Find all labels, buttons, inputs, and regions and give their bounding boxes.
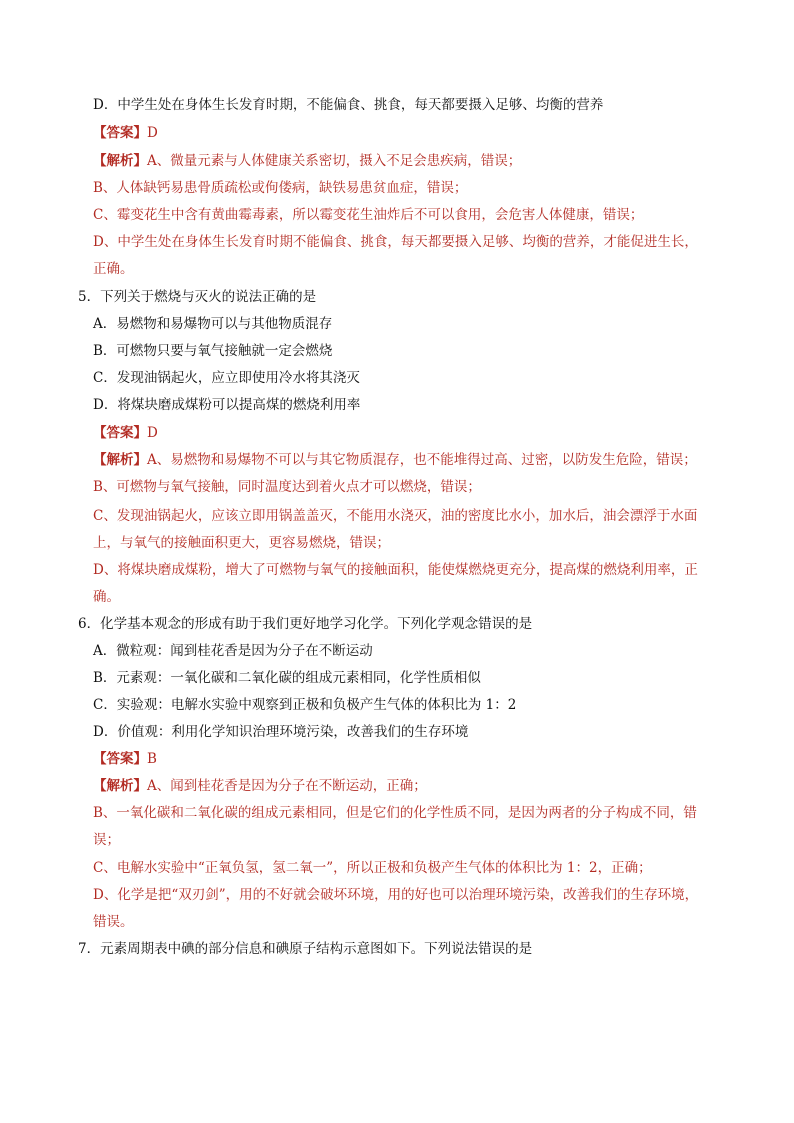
q4-analysis-line: 【解析】A、微量元素与人体健康关系密切，摄入不足会患疾病，错误； xyxy=(93,153,522,169)
q5-option-d: D．将煤块磨成煤粉可以提高煤的燃烧利用率 xyxy=(93,397,361,413)
q6-option-c: C．实验观：电解水实验中观察到正极和负极产生气体的体积比为 1：2 xyxy=(93,697,517,713)
answer-value: D xyxy=(147,125,158,141)
q6-analysis-line: D、化学是把“双刃剑”，用的不好就会破坏环境，用的好也可以治理环境污染，改善我们的生存环境， xyxy=(93,887,699,903)
q5-analysis-line: 确。 xyxy=(93,589,120,605)
analysis-tag: 【解析】 xyxy=(93,452,147,468)
q5-option-c: C．发现油锅起火，应立即使用冷水将其浇灭 xyxy=(93,370,360,386)
q7-stem: 7．元素周期表中碘的部分信息和碘原子结构示意图如下。下列说法错误的是 xyxy=(78,941,533,957)
q5-option-b: B．可燃物只要与氧气接触就一定会燃烧 xyxy=(93,343,333,359)
q4-analysis-line: D、中学生处在身体生长发育时期不能偏食、挑食，每天都要摄入足够、均衡的营养，才能促进生长， xyxy=(93,234,698,250)
q6-option-b: B．元素观：一氧化碳和二氧化碳的组成元素相同，化学性质相似 xyxy=(93,670,481,686)
q4-analysis-line: 正确。 xyxy=(93,261,134,277)
q6-analysis-line: 【解析】A、闻到桂花香是因为分子在不断运动，正确； xyxy=(93,778,427,794)
answer-value: D xyxy=(147,425,158,441)
q5-analysis-line: 上，与氧气的接触面积更大，更容易燃烧，错误； xyxy=(93,535,390,551)
answer-tag: 【答案】 xyxy=(93,425,147,441)
q6-stem: 6．化学基本观念的形成有助于我们更好地学习化学。下列化学观念错误的是 xyxy=(78,616,533,632)
q6-analysis-line: B、一氧化碳和二氧化碳的组成元素相同，但是它们的化学性质不同，是因为两者的分子构成不同，错 xyxy=(93,805,697,821)
q5-analysis-line: B、可燃物与氧气接触，同时温度达到着火点才可以燃烧，错误； xyxy=(93,479,481,495)
q4-option-d: D．中学生处在身体生长发育时期，不能偏食、挑食，每天都要摄入足够、均衡的营养 xyxy=(93,97,604,113)
q6-answer xyxy=(93,746,754,772)
q4-analysis-line: B、人体缺钙易患骨质疏松或佝偻病，缺铁易患贫血症，错误； xyxy=(93,180,468,196)
q5-stem: 5．下列关于燃烧与灭火的说法正确的是 xyxy=(78,289,317,305)
q4-analysis-line: C、霉变花生中含有黄曲霉毒素，所以霉变花生油炸后不可以食用，会危害人体健康，错误； xyxy=(93,207,644,223)
q6-option-a: A．微粒观：闻到桂花香是因为分子在不断运动 xyxy=(93,643,373,659)
q6-analysis-line: 错误。 xyxy=(93,914,134,930)
q6-option-d: D．价值观：利用化学知识治理环境污染，改善我们的生存环境 xyxy=(93,724,469,740)
answer-tag: 【答案】 xyxy=(93,751,147,767)
analysis-tag: 【解析】 xyxy=(93,153,147,169)
answer-tag: 【答案】 xyxy=(93,125,147,141)
q5-analysis-line: 【解析】A、易燃物和易爆物不可以与其它物质混存，也不能堆得过高、过密，以防发生危险，错误； xyxy=(93,452,697,468)
q5-option-a: A．易燃物和易爆物可以与其他物质混存 xyxy=(93,316,333,332)
answer-value: B xyxy=(147,751,157,767)
q6-analysis-line: 误； xyxy=(93,832,120,848)
q5-analysis-line: C、发现油锅起火，应该立即用锅盖盖灭，不能用水浇灭，油的密度比水小，加水后，油会漂浮于水面 xyxy=(93,508,698,524)
q5-answer xyxy=(93,420,754,446)
q5-analysis-line: D、将煤块磨成煤粉，增大了可燃物与氧气的接触面积，能使煤燃烧更充分，提高煤的燃烧利用率，正 xyxy=(93,562,698,578)
q4-answer xyxy=(93,120,754,146)
analysis-tag: 【解析】 xyxy=(93,778,147,794)
q6-analysis-line: C、电解水实验中“正氧负氢，氢二氧一”，所以正极和负极产生气体的体积比为 1：2，正确； xyxy=(93,860,652,876)
